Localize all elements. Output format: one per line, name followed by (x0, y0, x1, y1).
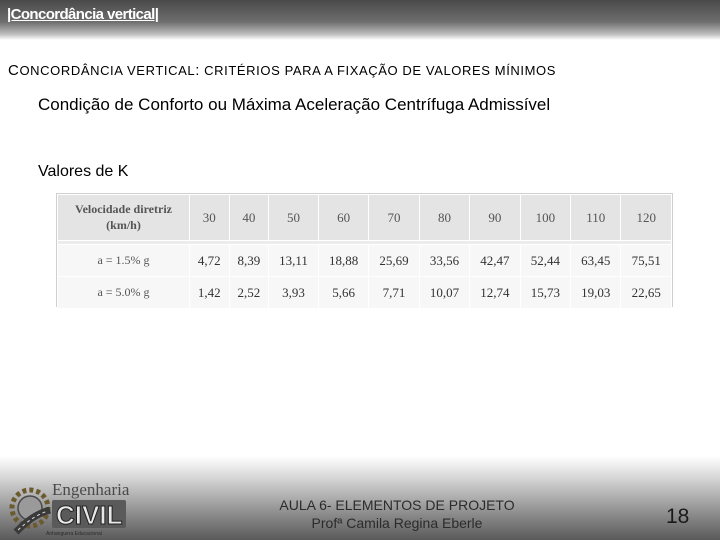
speed-header-cell: 110 (571, 195, 621, 241)
k-value-cell: 18,88 (318, 245, 368, 277)
logo-subtitle: Anhanguera Educacional (46, 531, 102, 537)
k-value-cell: 8,39 (229, 245, 269, 277)
k-value-cell: 15,73 (520, 277, 570, 309)
k-value-cell: 13,11 (269, 245, 319, 277)
k-value-cell: 5,66 (318, 277, 368, 309)
table-row (58, 245, 672, 277)
header-label-cell (58, 195, 190, 241)
k-value-cell: 42,47 (470, 245, 520, 277)
heading-criteria: CRITÉRIOS PARA A FIXAÇÃO DE VALORES MÍNIMOS (199, 63, 557, 78)
speed-header-cell: 70 (369, 195, 419, 241)
speed-header-cell: 120 (621, 195, 672, 241)
speed-header-cell: 90 (470, 195, 520, 241)
heading-first-letter: C (8, 62, 20, 79)
row-label-cell: a = 5.0% g (58, 277, 190, 309)
k-value-cell: 3,93 (269, 277, 319, 309)
k-values-table-image (56, 193, 673, 307)
section-title: |Concordância vertical| (7, 6, 159, 23)
k-value-cell: 63,45 (571, 245, 621, 277)
k-value-cell: 25,69 (369, 245, 419, 277)
speed-header-cell: 100 (520, 195, 570, 241)
logo-civil-text: CIVIL (56, 500, 123, 530)
engenharia-civil-logo (6, 480, 130, 540)
speed-header-cell: 60 (318, 195, 368, 241)
footer-lecture-title: AULA 6- ELEMENTOS DE PROJETO (279, 497, 515, 513)
footer-course-info (247, 496, 547, 532)
slide-heading (8, 62, 556, 79)
k-value-cell: 4,72 (190, 245, 230, 277)
header-label-line2: (km/h) (106, 217, 141, 232)
slide-subheading: Condição de Conforto ou Máxima Aceleração Centrífuga Admissível (38, 95, 551, 114)
logo-word: Engenharia (52, 480, 130, 499)
row-label-cell: a = 1.5% g (58, 245, 190, 277)
k-value-cell: 52,44 (520, 245, 570, 277)
speed-header-cell: 80 (419, 195, 469, 241)
k-value-cell: 75,51 (621, 245, 672, 277)
footer-professor: Profª Camila Regina Eberle (311, 515, 483, 532)
speed-header-cell: 40 (229, 195, 269, 241)
speed-header-cell: 30 (190, 195, 230, 241)
k-value-cell: 12,74 (470, 277, 520, 309)
slide-page-number: 18 (666, 505, 690, 528)
k-value-cell: 33,56 (419, 245, 469, 277)
speed-header-cell: 50 (269, 195, 319, 241)
table-header-row (58, 195, 672, 241)
table-row (58, 277, 672, 309)
k-value-cell: 1,42 (190, 277, 230, 309)
header-label-line1: Velocidade diretriz (75, 201, 172, 216)
slide-header-bar (0, 0, 720, 40)
k-value-cell: 2,52 (229, 277, 269, 309)
heading-rest: ONCORDÂNCIA VERTICAL (19, 63, 196, 78)
k-value-cell: 10,07 (419, 277, 469, 309)
heading-colon: : (195, 62, 200, 79)
k-value-cell: 7,71 (369, 277, 419, 309)
k-values-label: Valores de K (38, 163, 129, 180)
k-value-cell: 19,03 (571, 277, 621, 309)
k-values-table (57, 194, 672, 309)
k-value-cell: 22,65 (621, 277, 672, 309)
